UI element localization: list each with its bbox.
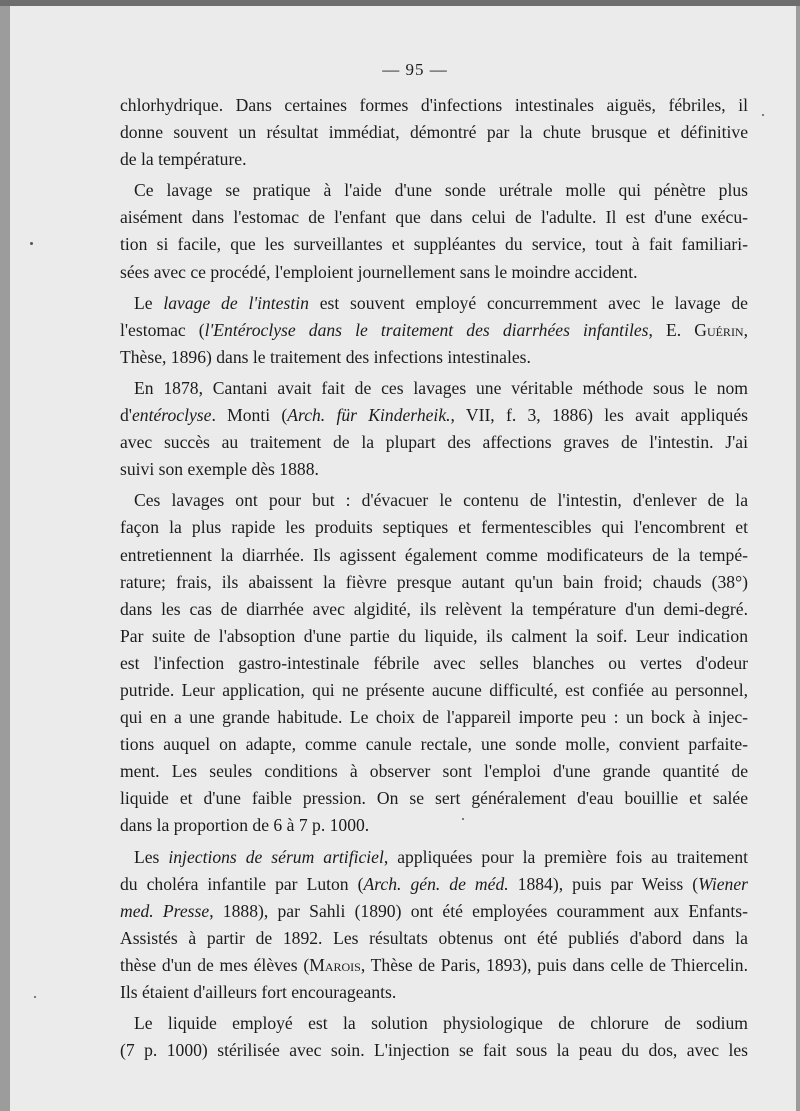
- author-name: Marois: [309, 954, 361, 975]
- text-run: En 1878, Cantani avait fait de ces lavages une véritable méthode sous le nom: [134, 377, 748, 398]
- italic-run: injections de sérum artificiel: [168, 846, 384, 867]
- italic-run: Wiener: [698, 873, 748, 894]
- text-run: ,: [743, 319, 749, 340]
- text-line: [120, 704, 748, 731]
- text-line: [120, 569, 748, 596]
- text-line: [120, 317, 748, 344]
- text-run: rature; frais, ils abaissent la fièvre presque autant qu'un bain froid; chauds (38°): [120, 571, 748, 592]
- text-run: Par suite de l'absoption d'une partie du liquide, ils calment la soif. Leur indication: [120, 625, 748, 646]
- text-line: [120, 979, 748, 1006]
- text-run: Le liquide employé est la solution physiologique de chlorure de sodium: [134, 1013, 748, 1034]
- italic-run: med. Presse: [120, 900, 210, 921]
- paragraph: [120, 177, 748, 285]
- text-run: est souvent employé concurremment avec le lavage de: [308, 292, 748, 313]
- italic-run: lavage de l'intestin: [163, 292, 309, 313]
- text-run: l'estomac (: [120, 319, 205, 340]
- text-run: liquide et d'une faible pression. On se sert généralement d'eau bouillie et salée: [120, 788, 748, 809]
- text-line: [120, 812, 748, 839]
- text-run: Les: [134, 846, 169, 867]
- text-line: [120, 871, 748, 898]
- text-line: [120, 92, 748, 119]
- text-run: Ils étaient d'ailleurs fort encourageants.: [120, 982, 397, 1002]
- body-text: [120, 92, 748, 1068]
- text-run: qui en a une grande habitude. Le choix de l'appareil importe peu : un bock à injec-: [120, 707, 748, 728]
- italic-run: Arch. für Kinderheik.: [287, 405, 451, 426]
- text-run: Ce lavage se pratique à l'aide d'une sonde urétrale molle qui pénètre plus: [134, 180, 748, 201]
- text-line: [120, 1010, 748, 1037]
- text-line: [120, 290, 748, 317]
- text-run: d': [120, 405, 132, 426]
- text-line: [120, 177, 748, 204]
- text-line: [120, 785, 748, 812]
- text-line: [120, 344, 748, 371]
- text-line: [120, 758, 748, 785]
- text-run: est l'infection gastro-intestinale fébrile avec selles blanches ou vertes d'odeur: [120, 652, 748, 673]
- paragraph: [120, 375, 748, 483]
- text-run: , E.: [648, 319, 695, 340]
- text-run: , Thèse de Paris, 1893), puis dans celle de Thiercelin.: [360, 954, 748, 975]
- author-name: Guérin: [694, 319, 744, 340]
- text-line: [120, 402, 748, 429]
- text-run: sées avec ce procédé, l'emploient journellement sans le moindre accident.: [120, 261, 638, 282]
- text-run: de la température.: [120, 149, 247, 170]
- text-run: thèse d'un de mes élèves (: [120, 954, 310, 975]
- scan-speck: [462, 818, 464, 820]
- text-line: [120, 231, 748, 258]
- text-run: , 1888), par Sahli (1890) ont été employées couramment aux Enfants-: [209, 900, 748, 921]
- text-line: [120, 731, 748, 758]
- text-run: . Monti (: [211, 405, 288, 426]
- text-line: [120, 1037, 748, 1064]
- text-line: [120, 844, 748, 871]
- text-run: putride. Leur application, qui ne présente aucune difficulté, est confiée au personnel,: [120, 679, 748, 700]
- paragraph: [120, 290, 748, 371]
- text-line: [120, 119, 748, 146]
- text-run: du choléra infantile par Luton (: [120, 873, 364, 894]
- text-run: Le: [134, 292, 164, 313]
- text-line: [120, 898, 748, 925]
- text-run: 1884), puis par Weiss (: [508, 873, 699, 894]
- text-run: dans la proportion de 6 à 7 p. 1000.: [120, 815, 370, 836]
- text-line: [120, 542, 748, 569]
- text-line: [120, 375, 748, 402]
- text-run: (7 p. 1000) stérilisée avec soin. L'injection se fait sous la peau du dos, avec les: [120, 1040, 748, 1061]
- text-line: [120, 514, 748, 541]
- italic-run: Arch. gén. de méd.: [363, 873, 509, 894]
- text-line: [120, 623, 748, 650]
- text-run: ment. Les seules conditions à observer sont l'emploi d'une grande quantité de: [120, 761, 748, 782]
- italic-run: entéroclyse: [131, 405, 212, 426]
- text-run: dans les cas de diarrhée avec algidité, ils relèvent la température d'un demi-degré.: [120, 598, 748, 619]
- text-run: chlorhydrique. Dans certaines formes d'infections intestinales aiguës, fébriles, il: [120, 95, 748, 115]
- text-run: suivi son exemple dès 1888.: [120, 459, 319, 480]
- scan-speck: [762, 114, 764, 116]
- paragraph: [120, 92, 748, 173]
- text-run: Assistés à partir de 1892. Les résultats obtenus ont été publiés d'abord dans la: [120, 927, 748, 948]
- text-line: [120, 487, 748, 514]
- text-line: [120, 677, 748, 704]
- text-line: [120, 456, 748, 483]
- scan-speck: [34, 996, 36, 998]
- text-run: , VII, f. 3, 1886) les avait appliqués: [450, 405, 748, 426]
- text-run: donne souvent un résultat immédiat, démontré par la chute brusque et définitive: [120, 122, 748, 143]
- text-line: [120, 925, 748, 952]
- text-run: façon la plus rapide les produits septiques et fermentescibles qui l'encombrent et: [120, 517, 748, 538]
- text-run: avec succès au traitement de la plupart des affections graves de l'intestin. J'ai: [120, 432, 748, 453]
- text-run: Ces lavages ont pour but : d'évacuer le contenu de l'intestin, d'enlever de la: [134, 490, 748, 511]
- text-line: [120, 650, 748, 677]
- text-run: , appliquées pour la première fois au traitement: [383, 846, 749, 867]
- paragraph: [120, 844, 748, 1007]
- paragraph: [120, 487, 748, 839]
- page-number: — 95 —: [382, 60, 448, 79]
- text-run: tions auquel on adapte, comme canule rectale, une sonde molle, convient parfaite-: [120, 734, 748, 755]
- text-line: [120, 596, 748, 623]
- text-run: entretiennent la diarrhée. Ils agissent également comme modificateurs de la tempé-: [120, 544, 748, 565]
- paragraph: [120, 1010, 748, 1064]
- italic-run: l'Entéroclyse dans le traitement des diarrhées infantiles: [204, 319, 649, 340]
- text-line: [120, 429, 748, 456]
- text-run: Thèse, 1896) dans le traitement des infections intestinales.: [120, 346, 531, 367]
- text-run: tion si facile, que les surveillantes et suppléantes du service, tout à fait familiari-: [120, 234, 748, 255]
- text-line: [120, 259, 748, 286]
- text-line: [120, 146, 748, 173]
- scan-speck: [30, 242, 33, 245]
- book-page: [10, 6, 796, 1111]
- text-line: [120, 204, 748, 231]
- text-line: [120, 952, 748, 979]
- text-run: aisément dans l'estomac de l'enfant que dans celui de l'adulte. Il est d'une exécu-: [120, 207, 748, 228]
